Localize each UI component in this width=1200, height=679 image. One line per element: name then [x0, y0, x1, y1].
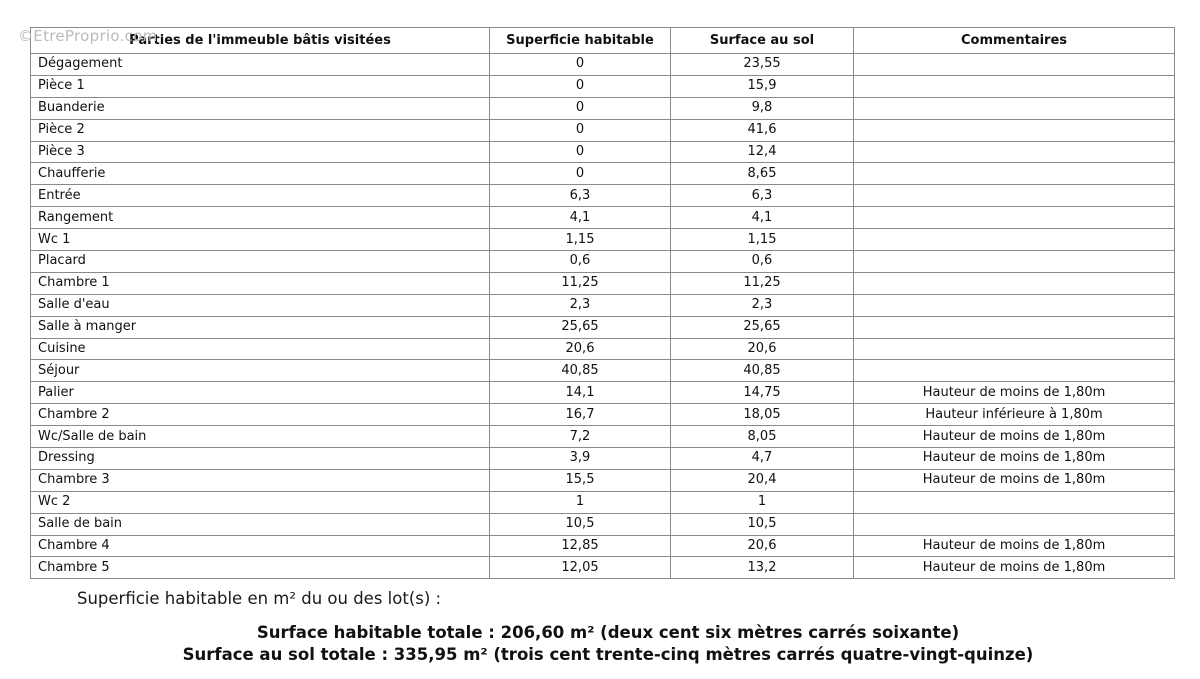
floor-area-cell: 0,6 — [671, 251, 854, 273]
comment-cell — [854, 316, 1175, 338]
habitable-area-cell: 4,1 — [490, 207, 671, 229]
floor-area-cell: 20,6 — [671, 535, 854, 557]
column-header-habitable: Superficie habitable — [490, 28, 671, 54]
comment-cell — [854, 163, 1175, 185]
table-row — [31, 448, 1175, 470]
room-name-cell: Chambre 1 — [31, 272, 490, 294]
floor-area-cell: 9,8 — [671, 97, 854, 119]
room-name-cell: Pièce 1 — [31, 75, 490, 97]
floor-area-cell: 10,5 — [671, 513, 854, 535]
floor-area-cell: 40,85 — [671, 360, 854, 382]
floor-area-cell: 8,05 — [671, 426, 854, 448]
comment-cell — [854, 75, 1175, 97]
table-row — [31, 54, 1175, 76]
habitable-area-cell: 25,65 — [490, 316, 671, 338]
table-row — [31, 75, 1175, 97]
watermark: ©EtreProprio.com — [18, 27, 158, 45]
floor-area-cell: 23,55 — [671, 54, 854, 76]
table-row — [31, 272, 1175, 294]
comment-cell: Hauteur de moins de 1,80m — [854, 469, 1175, 491]
habitable-area-cell: 0 — [490, 141, 671, 163]
room-name-cell: Buanderie — [31, 97, 490, 119]
room-name-cell: Séjour — [31, 360, 490, 382]
room-name-cell: Salle de bain — [31, 513, 490, 535]
table-row — [31, 97, 1175, 119]
column-header-floor-area: Surface au sol — [671, 28, 854, 54]
table-row — [31, 491, 1175, 513]
room-name-cell: Wc/Salle de bain — [31, 426, 490, 448]
floor-area-cell: 41,6 — [671, 119, 854, 141]
table-row — [31, 229, 1175, 251]
floor-area-cell: 20,6 — [671, 338, 854, 360]
habitable-area-cell: 10,5 — [490, 513, 671, 535]
habitable-area-cell: 3,9 — [490, 448, 671, 470]
comment-cell — [854, 294, 1175, 316]
floor-area-cell: 12,4 — [671, 141, 854, 163]
table-row — [31, 185, 1175, 207]
room-name-cell: Placard — [31, 251, 490, 273]
comment-cell — [854, 185, 1175, 207]
table-row — [31, 557, 1175, 579]
comment-cell: Hauteur de moins de 1,80m — [854, 382, 1175, 404]
habitable-area-cell: 12,85 — [490, 535, 671, 557]
floor-area-cell: 1 — [671, 491, 854, 513]
habitable-area-cell: 14,1 — [490, 382, 671, 404]
comment-cell: Hauteur de moins de 1,80m — [854, 535, 1175, 557]
comment-cell — [854, 119, 1175, 141]
column-header-rooms: Parties de l'immeuble bâtis visitées — [31, 28, 490, 54]
table-row — [31, 338, 1175, 360]
floor-area-cell: 4,1 — [671, 207, 854, 229]
room-name-cell: Pièce 3 — [31, 141, 490, 163]
comment-cell — [854, 54, 1175, 76]
floor-area-cell: 6,3 — [671, 185, 854, 207]
room-name-cell: Wc 1 — [31, 229, 490, 251]
table-row — [31, 316, 1175, 338]
table-header-row — [31, 28, 1175, 54]
room-name-cell: Chaufferie — [31, 163, 490, 185]
room-name-cell: Dégagement — [31, 54, 490, 76]
floor-area-cell: 20,4 — [671, 469, 854, 491]
habitable-intro-text: Superficie habitable en m² du ou des lot(s) : — [77, 589, 442, 608]
table-row — [31, 141, 1175, 163]
habitable-area-cell: 0,6 — [490, 251, 671, 273]
habitable-area-cell: 6,3 — [490, 185, 671, 207]
comment-cell — [854, 338, 1175, 360]
room-name-cell: Rangement — [31, 207, 490, 229]
floor-area-cell: 4,7 — [671, 448, 854, 470]
comment-cell — [854, 229, 1175, 251]
room-name-cell: Chambre 4 — [31, 535, 490, 557]
comment-cell: Hauteur de moins de 1,80m — [854, 448, 1175, 470]
habitable-area-cell: 0 — [490, 163, 671, 185]
table-row — [31, 404, 1175, 426]
floor-area-cell: 18,05 — [671, 404, 854, 426]
habitable-area-cell: 16,7 — [490, 404, 671, 426]
habitable-area-cell: 2,3 — [490, 294, 671, 316]
room-name-cell: Dressing — [31, 448, 490, 470]
room-name-cell: Chambre 3 — [31, 469, 490, 491]
habitable-area-cell: 0 — [490, 54, 671, 76]
table-row — [31, 382, 1175, 404]
comment-cell — [854, 360, 1175, 382]
floor-area-cell: 14,75 — [671, 382, 854, 404]
habitable-area-cell: 7,2 — [490, 426, 671, 448]
table-row — [31, 513, 1175, 535]
room-name-cell: Chambre 5 — [31, 557, 490, 579]
habitable-area-cell: 0 — [490, 75, 671, 97]
room-name-cell: Wc 2 — [31, 491, 490, 513]
habitable-area-cell: 0 — [490, 97, 671, 119]
room-name-cell: Palier — [31, 382, 490, 404]
column-header-comments: Commentaires — [854, 28, 1175, 54]
comment-cell — [854, 141, 1175, 163]
table-row — [31, 207, 1175, 229]
room-name-cell: Salle d'eau — [31, 294, 490, 316]
habitable-area-cell: 1,15 — [490, 229, 671, 251]
comment-cell — [854, 207, 1175, 229]
room-name-cell: Entrée — [31, 185, 490, 207]
comment-cell — [854, 97, 1175, 119]
total-habitable-area: Surface habitable totale : 206,60 m² (deux cent six mètres carrés soixante) — [256, 623, 960, 642]
habitable-area-cell: 20,6 — [490, 338, 671, 360]
habitable-area-cell: 1 — [490, 491, 671, 513]
floor-area-cell: 13,2 — [671, 557, 854, 579]
total-floor-area: Surface au sol totale : 335,95 m² (trois cent trente-cinq mètres carrés quatre-vingt-quinze) — [182, 645, 1034, 664]
table-body — [31, 54, 1175, 579]
comment-cell — [854, 491, 1175, 513]
table-row — [31, 360, 1175, 382]
habitable-area-cell: 40,85 — [490, 360, 671, 382]
habitable-area-cell: 15,5 — [490, 469, 671, 491]
comment-cell: Hauteur de moins de 1,80m — [854, 557, 1175, 579]
room-name-cell: Cuisine — [31, 338, 490, 360]
room-name-cell: Pièce 2 — [31, 119, 490, 141]
comment-cell — [854, 251, 1175, 273]
floor-area-cell: 25,65 — [671, 316, 854, 338]
comment-cell: Hauteur inférieure à 1,80m — [854, 404, 1175, 426]
floor-area-cell: 15,9 — [671, 75, 854, 97]
room-name-cell: Salle à manger — [31, 316, 490, 338]
table-row — [31, 535, 1175, 557]
table-row — [31, 163, 1175, 185]
table-row — [31, 251, 1175, 273]
table-row — [31, 294, 1175, 316]
habitable-area-cell: 12,05 — [490, 557, 671, 579]
room-name-cell: Chambre 2 — [31, 404, 490, 426]
floor-area-cell: 1,15 — [671, 229, 854, 251]
habitable-area-cell: 11,25 — [490, 272, 671, 294]
table-row — [31, 119, 1175, 141]
table-row — [31, 426, 1175, 448]
surfaces-table — [30, 27, 1175, 579]
floor-area-cell: 2,3 — [671, 294, 854, 316]
habitable-area-cell: 0 — [490, 119, 671, 141]
comment-cell — [854, 513, 1175, 535]
floor-area-cell: 11,25 — [671, 272, 854, 294]
floor-area-cell: 8,65 — [671, 163, 854, 185]
comment-cell: Hauteur de moins de 1,80m — [854, 426, 1175, 448]
table-row — [31, 469, 1175, 491]
comment-cell — [854, 272, 1175, 294]
